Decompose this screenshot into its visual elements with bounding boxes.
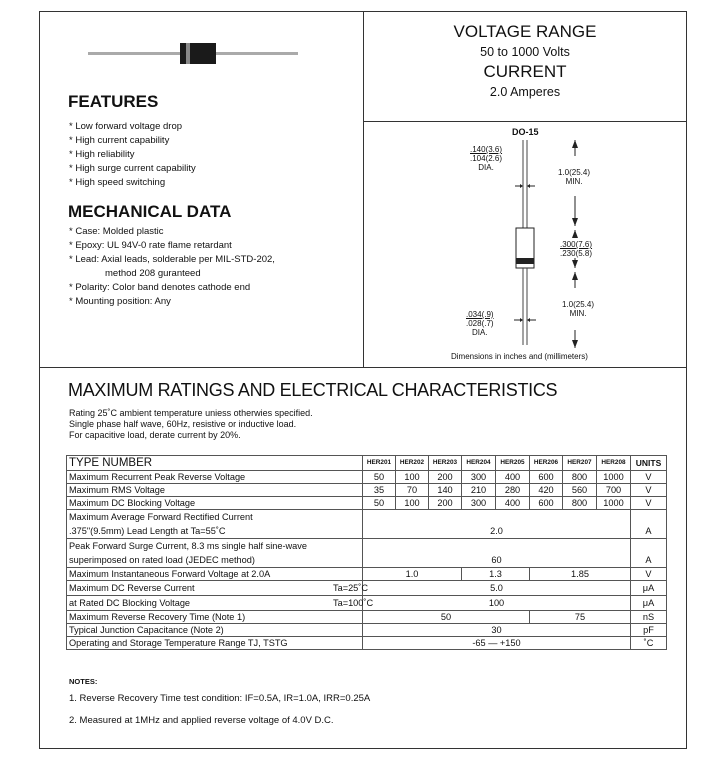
cell-value: 2.0 [363,524,631,539]
cell-value: 400 [496,471,530,484]
cell-value: 280 [496,484,530,497]
cell-value: 100 [396,471,429,484]
mechanical-item: * Lead: Axial leads, solderable per MIL-STD-202, [69,254,275,265]
cell-unit: A [631,553,667,568]
note-1: 1. Reverse Recovery Time test condition: IF=0.5A, IR=1.0A, IRR=0.25A [69,693,371,704]
cell-value: 60 [363,553,631,568]
current-value: 2.0 Amperes [489,85,561,99]
notes-title: NOTES: [69,677,98,686]
cell-value: -65 — +150 [363,637,631,650]
cell-value: 70 [396,484,429,497]
rating-condition: For capacitive load, derate current by 20%. [69,430,241,440]
table-row-vrrm [67,471,667,484]
voltage-range-value: 50 to 1000 Volts [480,45,570,59]
feature-item: * High current capability [69,135,170,146]
wire-dia-max: .034(.9) [466,310,494,319]
table-row-vdc [67,497,667,510]
cell-value: 50 [363,497,396,510]
ir-label: Maximum DC Reverse Current [69,583,195,593]
cell-value: 50 [363,471,396,484]
row-label: Maximum Average Forward Rectified Current [67,510,363,525]
lead-len-top-value: 1.0(25.4) [558,168,591,177]
row-label: superimposed on rated load (JEDEC method) [67,553,363,568]
cell-value: 400 [496,497,530,510]
row-label: Maximum DC Blocking Voltage [67,497,363,510]
ir-label: at Rated DC Blocking Voltage [69,598,191,608]
row-label: Peak Forward Surge Current, 8.3 ms single half sine-wave [67,539,363,554]
cell-value: 600 [530,471,563,484]
rating-condition: Single phase half wave, 60Hz, resistive or inductive load. [69,419,297,429]
cell-value: 800 [563,471,597,484]
cell-unit: μA [631,581,667,596]
voltage-current-box [364,22,686,99]
cell-value: 300 [462,471,496,484]
wire-dia-min: .028(.7) [466,319,494,328]
feature-item: * High surge current capability [69,163,196,174]
wire-diameter-label [466,310,494,337]
ratings-conditions [69,408,313,441]
cell-value: 1.85 [530,568,631,581]
dimensions-caption: Dimensions in inches and (millimeters) [451,352,588,361]
row-label: Maximum RMS Voltage [67,484,363,497]
row-label: .375"(9.5mm) Lead Length at Ta=55˚C [67,524,363,539]
diode-cathode-band [186,43,190,64]
mechanical-item: method 208 guranteed [105,268,201,279]
ratings-title: MAXIMUM RATINGS AND ELECTRICAL CHARACTERISTICS [68,380,558,400]
row-label [67,581,368,596]
note-2: 2. Measured at 1MHz and applied reverse voltage of 4.0V D.C. [69,715,334,726]
row-label: Maximum Instantaneous Forward Voltage at 2.0A [67,568,363,581]
type-number-header: TYPE NUMBER [67,456,363,471]
table-row-trr [67,611,667,624]
table-row-io-b [67,524,667,539]
cell-value: 140 [429,484,462,497]
cell-unit: V [631,497,667,510]
part-header: HER202 [396,456,429,471]
lead-dia-max: .140(3.6) [470,145,503,154]
part-header: HER205 [496,456,530,471]
mechanical-item: * Mounting position: Any [69,296,171,307]
mechanical-item: * Polarity: Color band denotes cathode end [69,282,251,293]
table-row-cj [67,624,667,637]
mechanical-title: MECHANICAL DATA [68,202,232,221]
row-label: Typical Junction Capacitance (Note 2) [67,624,363,637]
row-label [67,596,374,611]
cell-value: 560 [563,484,597,497]
part-header: HER206 [530,456,563,471]
features-title: FEATURES [68,92,159,111]
table-row-ir-a [67,581,667,596]
lead-dia-min: .104(2.6) [470,154,503,163]
diode-lead-left [88,52,180,55]
lead-dia-unit: DIA. [478,163,494,172]
cell-value: 1000 [597,471,631,484]
lead-length-bottom-label [562,300,594,318]
part-header: HER207 [563,456,597,471]
lead-len-bot-value: 1.0(25.4) [562,300,595,309]
table-header-row [67,456,667,471]
cell-value: 75 [530,611,631,624]
lead-len-top-min: MIN. [565,177,583,186]
cell-value: 5.0 [363,581,631,596]
cell-value: 100 [363,596,631,611]
table-row-ifsm-a [67,539,667,554]
table-row-ir-b [67,596,667,611]
cell-value: 700 [597,484,631,497]
body-len-min: .230(5.8) [560,249,593,258]
cell-unit: nS [631,611,667,624]
table-row-vrms [67,484,667,497]
cell-unit: A [631,524,667,539]
cell-value: 600 [530,497,563,510]
mechanical-list [69,225,275,309]
diode-lead-right [216,52,298,55]
mechanical-item: * Case: Molded plastic [69,226,164,237]
current-title: CURRENT [483,62,567,81]
lead-len-bot-min: MIN. [569,309,587,318]
cell-value: 210 [462,484,496,497]
table-row-vf [67,568,667,581]
cell-unit: V [631,484,667,497]
cell-value: 30 [363,624,631,637]
cell-value: 200 [429,471,462,484]
feature-item: * High reliability [69,149,135,160]
cell-value: 1000 [597,497,631,510]
cell-value: 1.3 [462,568,530,581]
wire-dia-unit: DIA. [472,328,488,337]
features-list [69,120,196,190]
cell-value: 100 [396,497,429,510]
ir-condition: Ta=100˚C [333,598,374,608]
units-header: UNITS [631,456,667,471]
cell-unit: V [631,568,667,581]
part-header: HER208 [597,456,631,471]
table-row-tj [67,637,667,650]
cell-unit: μA [631,596,667,611]
table-row-ifsm-b [67,553,667,568]
part-header: HER201 [363,456,396,471]
part-header: HER203 [429,456,462,471]
divider-middle [39,367,687,368]
lead-diameter-label [470,145,502,172]
row-label: Maximum Reverse Recovery Time (Note 1) [67,611,363,624]
cell-value: 800 [563,497,597,510]
cell-value: 200 [429,497,462,510]
cell-value: 50 [363,611,530,624]
cell-value: 300 [462,497,496,510]
package-name: DO-15 [512,127,539,137]
cell-unit: ˚C [631,637,667,650]
feature-item: * High speed switching [69,177,166,188]
electrical-characteristics-table [66,455,667,650]
divider-top-right [363,121,687,122]
part-header: HER204 [462,456,496,471]
cell-value: 1.0 [363,568,462,581]
cell-unit: pF [631,624,667,637]
ir-condition: Ta=25˚C [333,583,368,593]
mechanical-item: * Epoxy: UL 94V-0 rate flame retardant [69,240,232,251]
body-length-label [560,240,592,258]
cell-value: 35 [363,484,396,497]
voltage-range-title: VOLTAGE RANGE [453,22,597,41]
row-label: Operating and Storage Temperature Range TJ, TSTG [67,637,363,650]
feature-item: * Low forward voltage drop [69,121,183,132]
rating-condition: Rating 25˚C ambient temperature uniess otherwies specified. [69,408,313,418]
row-label: Maximum Recurrent Peak Reverse Voltage [67,471,363,484]
cell-value: 420 [530,484,563,497]
body-len-max: .300(7.6) [560,240,593,249]
lead-length-top-label [558,168,590,186]
table-row-io-a [67,510,667,525]
cell-unit: V [631,471,667,484]
